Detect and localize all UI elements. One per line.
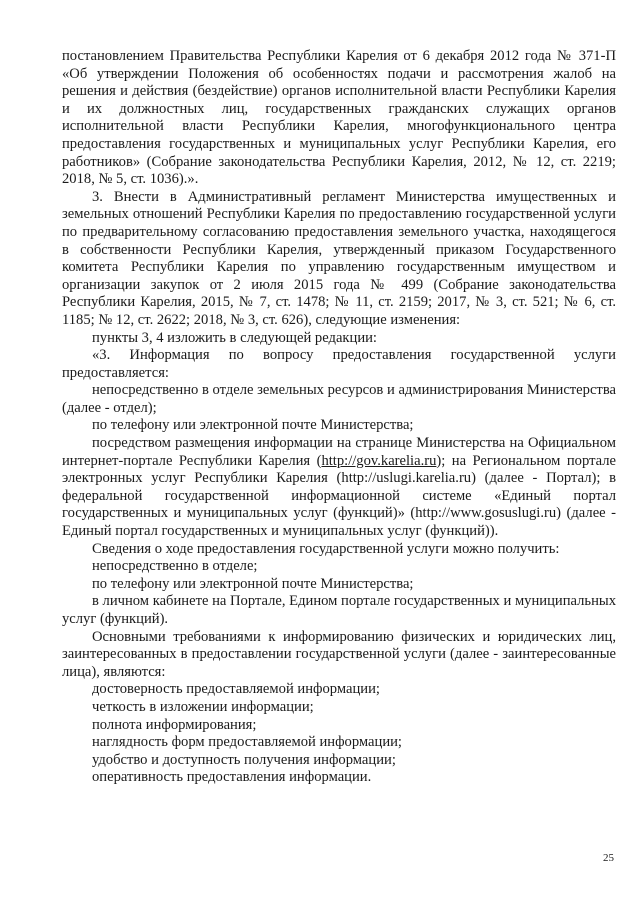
paragraph-points-3-4: пункты 3, 4 изложить в следующей редакции: xyxy=(92,329,377,346)
requirement-item: удобство и доступность получения информации; xyxy=(92,751,396,768)
paragraph-item-3: 3. Внести в Административный регламент Министерства имущественных и земельных отношений Республики Карелия по предоставлению государственной услуги по предварительному согласованию предоставления земельного участка, находящегося в собственности Республики Карелия, утвержденный приказом Государственного комитета Республики Карелия по управлению государственным имуществом и организации закупок от 2 июля 2015 года № 499 (Собрание законодательства Республики Карелия, 2015, № 7, ст. 1478; № 11, ст. 2159; 2017, № 3, ст. 521; № 6, ст. 1185; № 12, ст. 2622; 2018, № 3, ст. 626), следующие изменения: xyxy=(62,188,616,328)
document-page xyxy=(62,48,616,787)
paragraph-portal-info xyxy=(62,435,616,541)
paragraph-phone-email-2: по телефону или электронной почте Министерства; xyxy=(92,575,414,592)
paragraph-info-provided: «3. Информация по вопросу предоставления государственной услуги предоставляется: xyxy=(62,347,616,381)
requirement-item: наглядность форм предоставляемой информации; xyxy=(92,734,402,751)
paragraph-personal-account: в личном кабинете на Портале, Едином портале государственных и муниципальных услуг (функций). xyxy=(62,593,616,627)
requirement-item: достоверность предоставляемой информации; xyxy=(92,681,380,698)
paragraph-status-info: Сведения о ходе предоставления государственной услуги можно получить: xyxy=(92,540,560,557)
requirement-item: четкость в изложении информации; xyxy=(92,698,314,715)
portal-text-after: ); на Региональном портале электронных услуг Республики Карелия (http://uslugi.karelia.ru) (далее - Портал); в федеральной государственной информационной системе «Единый портал государственных и муниципальных услуг (функций)» (http://www.gosuslugi.ru) (далее - Единый портал государственных и муниципальных услуг (функций)). xyxy=(62,452,616,540)
paragraph-department: непосредственно в отделе земельных ресурсов и администрирования Министерства (далее - отдел); xyxy=(62,382,616,416)
paragraph-in-department: непосредственно в отделе; xyxy=(92,558,258,575)
requirement-item: оперативность предоставления информации. xyxy=(92,769,372,786)
gov-karelia-link[interactable]: http://gov.karelia.ru xyxy=(321,452,437,469)
paragraph-requirements: Основными требованиями к информированию физических и юридических лиц, заинтересованных в предоставлении государственной услуги (далее - заинтересованные лица), являются: xyxy=(62,628,616,680)
requirement-item: полнота информирования; xyxy=(92,716,257,733)
paragraph-decree-reference: постановлением Правительства Республики Карелия от 6 декабря 2012 года № 371-П «Об утверждении Положения об особенностях подачи и рассмотрения жалоб на решения и действия (бездействие) органов исполнительной власти Республики Карелия и их должностных лиц, государственных гражданских служащих органов исполнительной власти Республики Карелия, многофункционального центра предоставления государственных и муниципальных услуг Республики Карелия, его работников» (Собрание законодательства Республики Карелия, 2012, № 12, ст. 2219; 2018, № 5, ст. 1036).». xyxy=(62,48,616,188)
paragraph-phone-email: по телефону или электронной почте Министерства; xyxy=(92,417,414,434)
portal-text-before: посредством размещения информации на странице Министерства на Официальном интернет-портале Республики Карелия ( xyxy=(62,435,616,469)
page-number: 25 xyxy=(603,852,614,864)
